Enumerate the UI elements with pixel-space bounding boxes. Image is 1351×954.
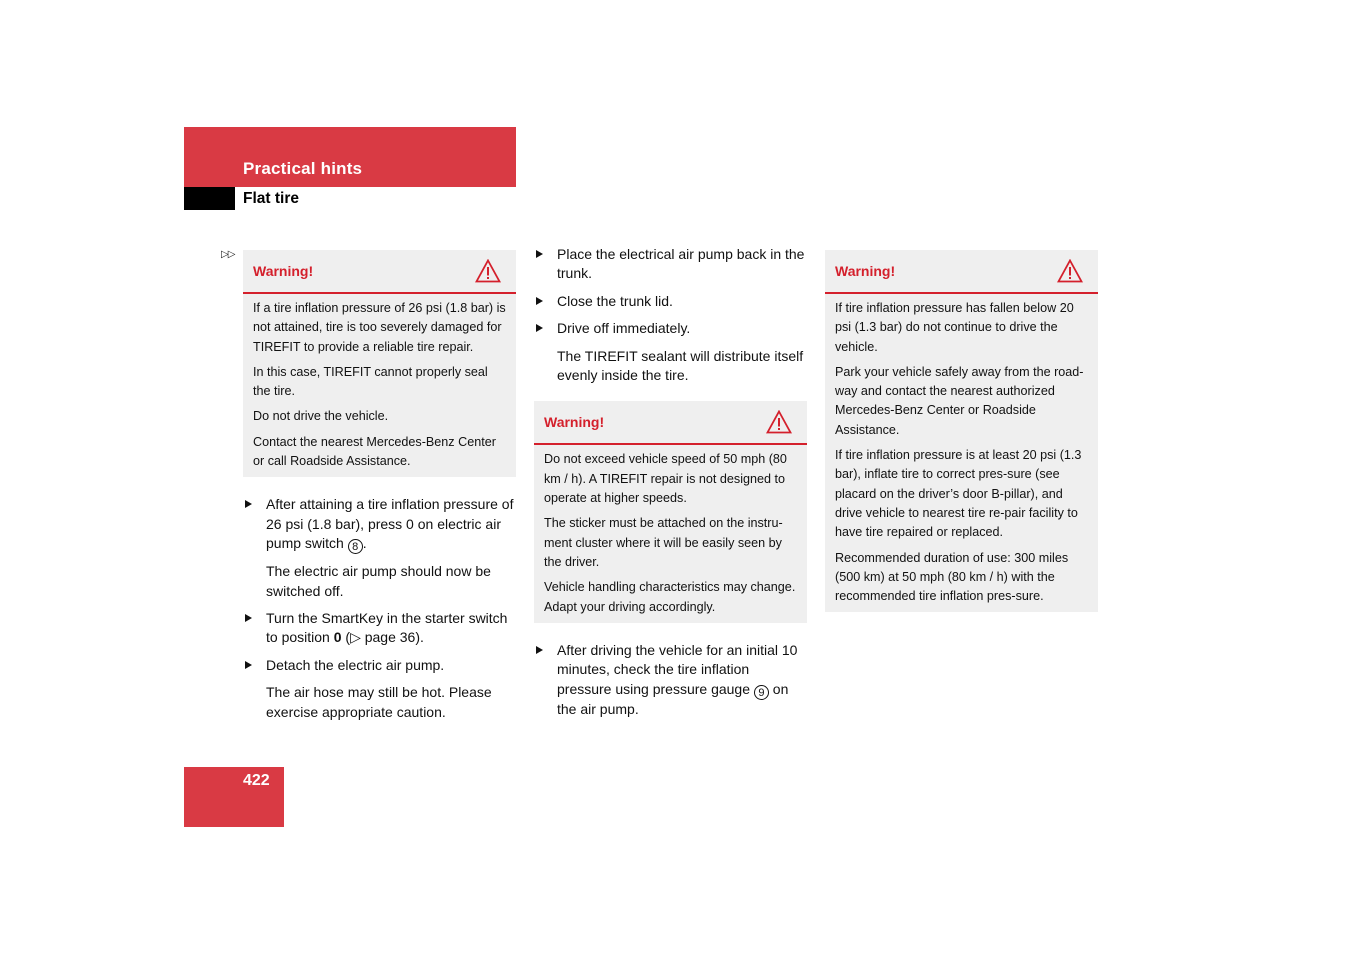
callout-number: 9 — [754, 685, 769, 700]
step-text: Turn the SmartKey in the starter switch to position — [266, 610, 508, 646]
instruction-step — [534, 319, 807, 338]
warning-paragraph: In this case, TIREFIT cannot properly seal the tire. — [253, 364, 488, 399]
warning-paragraph: The sticker must be attached on the instru-ment cluster where it will be easily seen by the driver. — [544, 516, 783, 569]
warning-box — [534, 401, 807, 622]
subsection-tab — [184, 187, 235, 210]
warning-paragraph: Do not drive the vehicle. — [253, 409, 389, 424]
subsection-title: Flat tire — [243, 190, 299, 207]
warning-triangle-icon — [1057, 259, 1083, 283]
bullet-triangle-icon — [245, 614, 252, 622]
warning-paragraph: Park your vehicle safely away from the road-way and contact the nearest authorized Mercedes-Benz Center or Roadside Assistance. — [835, 364, 1084, 437]
step-text: Drive off immediately. — [557, 320, 691, 337]
warning-title: Warning! — [544, 414, 605, 431]
column-1 — [243, 250, 516, 730]
instruction-step — [243, 656, 516, 675]
instruction-step — [243, 609, 516, 648]
instruction-step — [534, 641, 807, 719]
warning-triangle-icon — [475, 259, 501, 283]
warning-paragraph: If tire inflation pressure is at least 20 psi (1.3 bar), inflate tire to correct pres-sure (see placard on the driver’s door B-pillar), and drive vehicle to nearest tire re-pair facility to have tire repaired or replaced. — [835, 448, 1082, 540]
step-text: Close the trunk lid. — [557, 292, 673, 309]
warning-box — [825, 250, 1098, 612]
step-note: The air hose may still be hot. Please exercise appropriate caution. — [266, 684, 492, 720]
warning-paragraph: Recommended duration of use: 300 miles (500 km) at 50 mph (80 km / h) with the recommended tire inflation pres-sure. — [835, 550, 1069, 604]
warning-title: Warning! — [835, 263, 896, 279]
warning-header — [825, 250, 1098, 294]
bullet-triangle-icon — [536, 324, 543, 332]
bullet-triangle-icon — [536, 250, 543, 258]
warning-paragraph: Contact the nearest Mercedes-Benz Center or call Roadside Assistance. — [253, 434, 496, 469]
warning-paragraph: If tire inflation pressure has fallen below 20 psi (1.3 bar) do not continue to drive the vehicle. — [835, 301, 1074, 354]
warning-paragraph: Do not exceed vehicle speed of 50 mph (80 km / h). A TIREFIT repair is not designed to operate at higher speeds. — [544, 452, 787, 506]
step-text-end: on the air pump. — [557, 680, 789, 717]
column-2 — [534, 245, 807, 727]
instruction-step — [534, 245, 807, 284]
section-title: Practical hints — [243, 159, 363, 178]
bullet-triangle-icon — [245, 661, 252, 669]
warning-box — [243, 250, 516, 477]
instruction-step — [534, 292, 807, 311]
step-text: Detach the electric air pump. — [266, 656, 445, 673]
step-note: The TIREFIT sealant will distribute itself evenly inside the tire. — [557, 347, 804, 384]
step-note: The electric air pump should now be switched off. — [266, 563, 491, 599]
instruction-step — [243, 495, 516, 554]
warning-paragraph: Vehicle handling characteristics may change. Adapt your driving accordingly. — [544, 580, 796, 614]
warning-header — [243, 250, 516, 294]
step-text: After attaining a tire inflation pressure of 26 psi (1.8 bar), press 0 on electric air pump switch — [266, 496, 514, 552]
step-text: After driving the vehicle for an initial 10 minutes, check the tire inflation pressure using pressure gauge — [557, 641, 798, 697]
callout-number: 8 — [348, 539, 363, 554]
warning-body — [243, 294, 516, 477]
step-text: Place the electrical air pump back in the trunk. — [557, 246, 805, 282]
page-number: 422 — [243, 772, 270, 789]
continued-marker: ▷▷ — [221, 249, 235, 260]
warning-body — [534, 445, 807, 622]
warning-header — [534, 401, 807, 445]
warning-paragraph: If a tire inflation pressure of 26 psi (1.8 bar) is not attained, tire is too severely damaged for TIREFIT to provide a reliable tire repair. — [253, 301, 506, 354]
page-reference: (▷ page 36). — [341, 629, 424, 646]
warning-triangle-icon — [766, 410, 792, 434]
step-text-end: . — [362, 535, 367, 552]
position-value: 0 — [333, 629, 342, 646]
warning-title: Warning! — [253, 263, 314, 279]
bullet-triangle-icon — [245, 500, 252, 508]
bullet-triangle-icon — [536, 646, 543, 654]
warning-body — [825, 294, 1098, 612]
column-3 — [825, 250, 1098, 612]
bullet-triangle-icon — [536, 297, 543, 305]
